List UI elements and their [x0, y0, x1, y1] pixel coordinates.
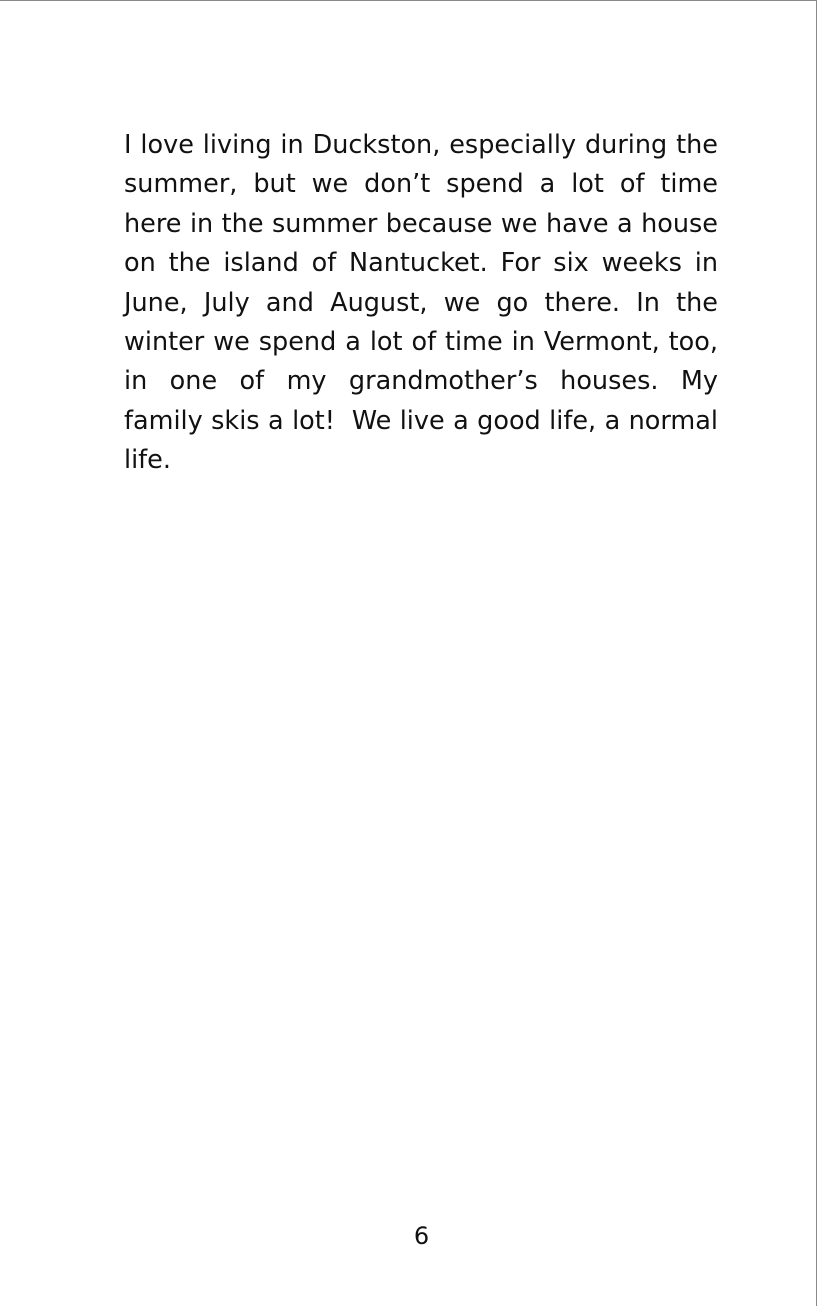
body-paragraph: I love living in Duckston, especially during the summer, but we don’t spend a lot of time here in the summer because we have a house on the island of Nantucket. For six weeks in June, July and August, we go there. In the winter we spend a lot of time in Vermont, too, in one of my grandmother’s houses. My family skis a lot! We live a good life, a normal life. — [124, 130, 727, 476]
page-number: 6 — [413, 1222, 430, 1250]
